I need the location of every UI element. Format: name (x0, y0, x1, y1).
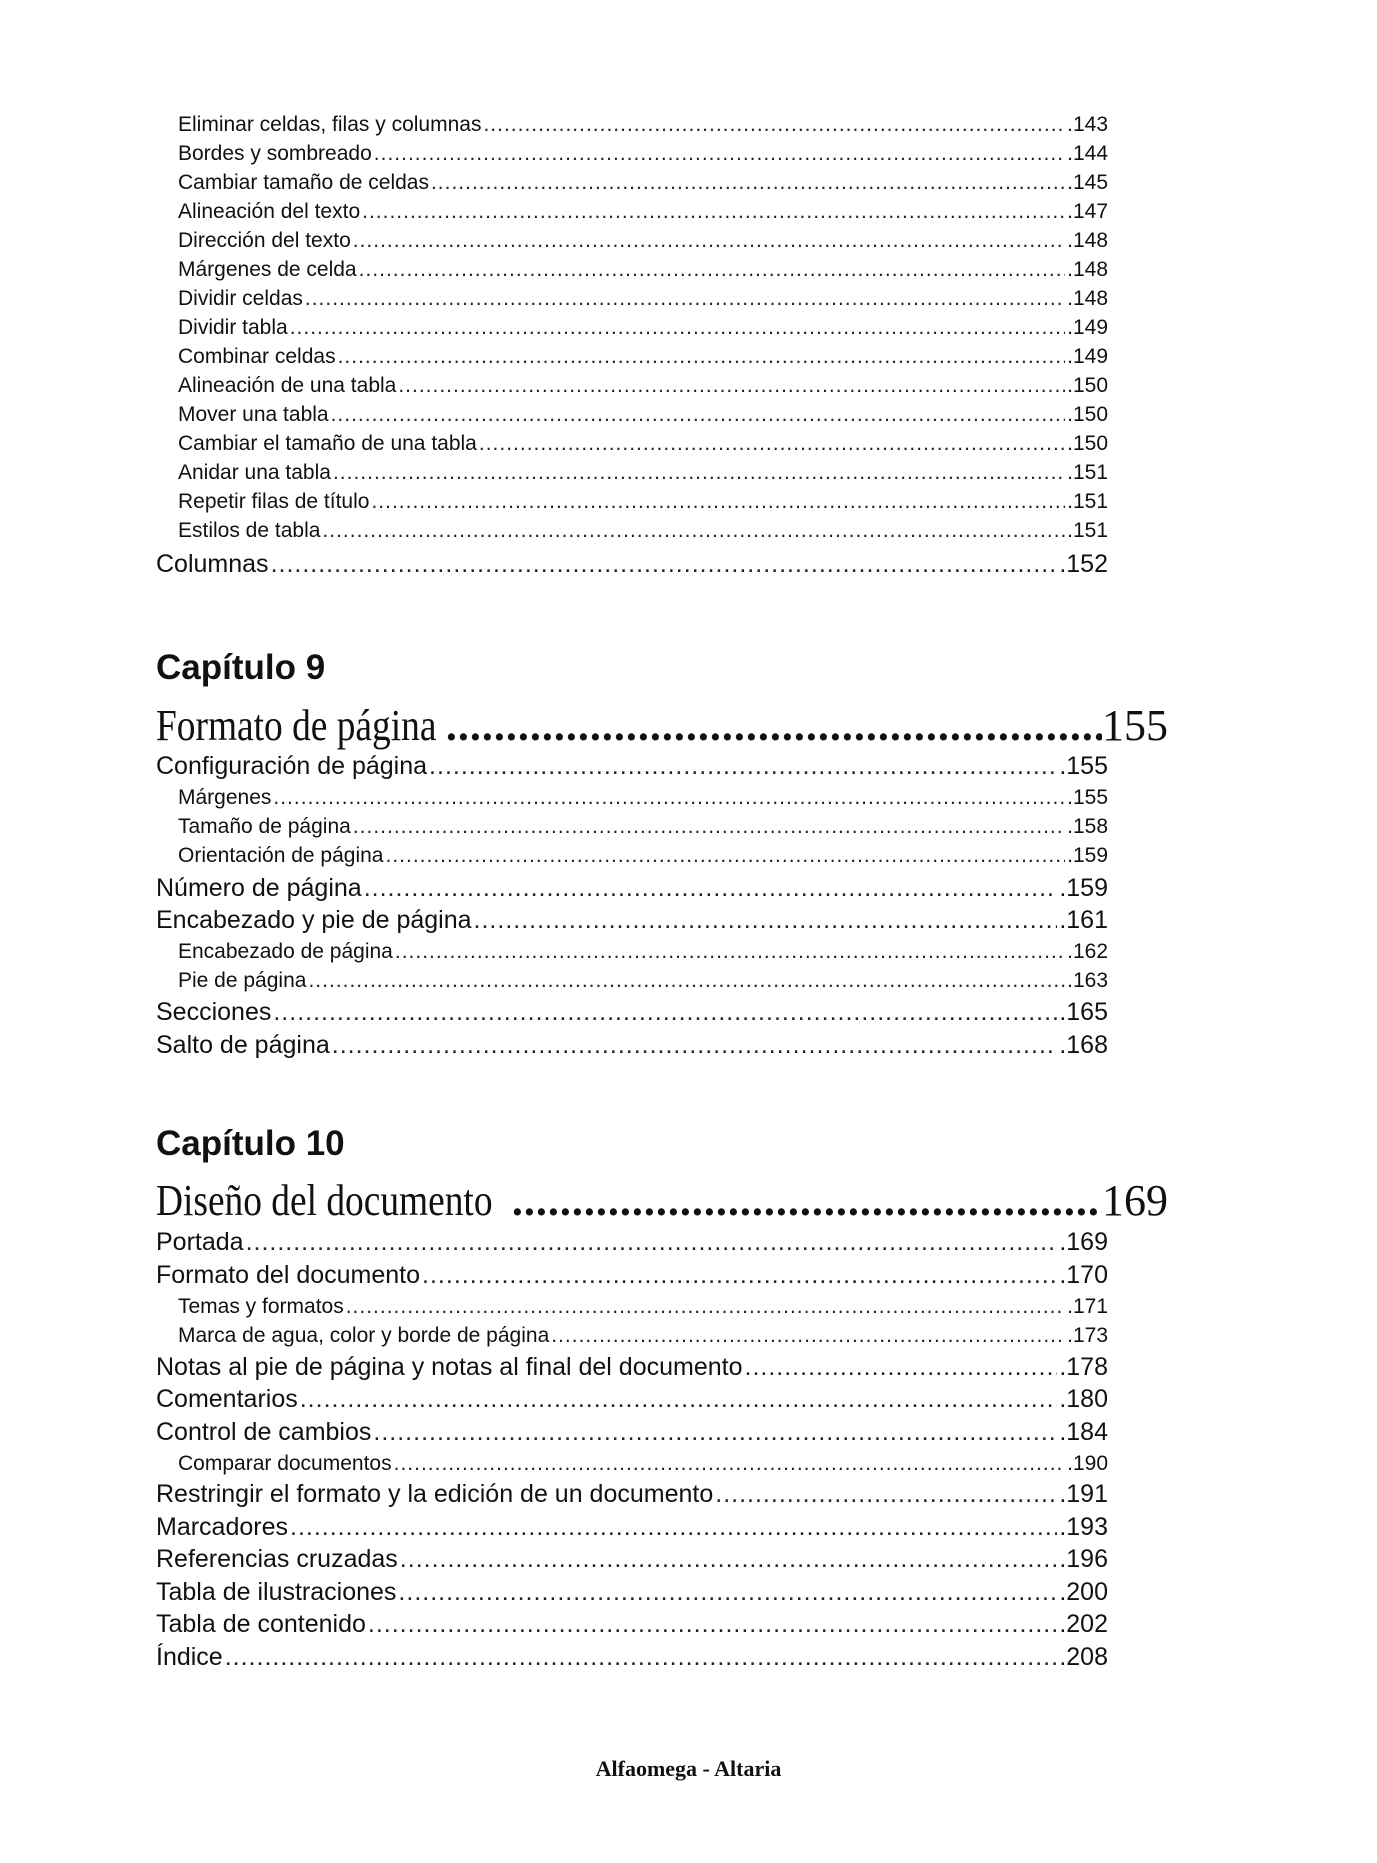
toc-entry (178, 815, 1108, 839)
toc-entry-title: Índice (156, 1643, 223, 1671)
leader-dots (474, 906, 1058, 935)
toc-entry-title: Dividir tabla (178, 316, 288, 339)
toc-entry (156, 1545, 1108, 1574)
toc-entry-title: Dirección del texto (178, 229, 351, 252)
toc-entry-title: Tamaño de página (178, 815, 351, 838)
chapter-title-text: Formato de página (156, 701, 437, 750)
leader-dots (308, 969, 1065, 993)
toc-entry (178, 258, 1108, 282)
leader-dots (331, 403, 1066, 427)
chapter-title-page: 155 (1102, 701, 1168, 750)
toc-entry-title: Formato del documento (156, 1261, 421, 1289)
chapter-title (156, 1175, 1168, 1226)
toc-entry-title: Anidar una tabla (178, 461, 331, 484)
toc-entry-page: .151 (1067, 461, 1108, 484)
toc-entry (178, 345, 1108, 369)
toc-entry-title: Marcadores (156, 1513, 288, 1541)
toc-entry-page: .180 (1059, 1385, 1108, 1413)
toc-entry (178, 786, 1108, 810)
toc-entry-page: .184 (1059, 1418, 1108, 1446)
toc-entry (178, 171, 1108, 195)
chapter-label: Capítulo 10 (156, 1124, 345, 1163)
toc-entry-page: .200 (1059, 1578, 1108, 1606)
toc-entry (156, 1610, 1108, 1639)
toc-entry-page: .196 (1059, 1545, 1108, 1573)
toc-entry-title: Encabezado de página (178, 940, 393, 963)
toc-entry-title: Control de cambios (156, 1418, 372, 1446)
leader-dots (273, 998, 1057, 1027)
page-footer: Alfaomega - Altaria (595, 1756, 782, 1781)
leader-dots (385, 844, 1065, 868)
toc-entry-title: Referencias cruzadas (156, 1545, 398, 1573)
toc-entry-page: .169 (1059, 1228, 1108, 1256)
leader-dots (359, 258, 1066, 282)
chapter-title-text: Diseño del documento (156, 1176, 493, 1225)
toc-entry-page: .148 (1067, 287, 1108, 310)
toc-entry-title: Tabla de ilustraciones (156, 1578, 397, 1606)
toc-entry (178, 316, 1108, 340)
toc-entry-page: .165 (1059, 998, 1108, 1026)
toc-entry-page: .202 (1059, 1610, 1108, 1638)
leader-dots (333, 461, 1065, 485)
toc-entry (156, 1031, 1108, 1060)
chapter-title (156, 700, 1168, 751)
toc-entry (178, 519, 1108, 543)
toc-entry-page: .162 (1067, 940, 1108, 963)
toc-entry-title: Mover una tabla (178, 403, 329, 426)
toc-entry-page: .151 (1067, 519, 1108, 542)
leader-dots (400, 1545, 1058, 1574)
toc-entry (178, 1324, 1108, 1348)
toc-entry-page: .173 (1067, 1324, 1108, 1347)
toc-entry-title: Encabezado y pie de página (156, 906, 472, 934)
toc-entry-title: Temas y formatos (178, 1295, 344, 1318)
toc-entry-page: .148 (1067, 229, 1108, 252)
toc-entry (178, 374, 1108, 398)
toc-entry-page: .168 (1059, 1031, 1108, 1059)
toc-entry-title: Estilos de tabla (178, 519, 321, 542)
toc-entry-title: Salto de página (156, 1031, 330, 1059)
toc-entry-page: .155 (1059, 752, 1108, 780)
toc-entry-page: .190 (1067, 1452, 1108, 1475)
leader-dots (422, 1261, 1057, 1290)
toc-entry (178, 200, 1108, 224)
toc-entry-title: Orientación de página (178, 844, 384, 867)
toc-entry-title: Portada (156, 1228, 244, 1256)
toc-entry-title: Eliminar celdas, filas y columnas (178, 113, 482, 136)
toc-entry (156, 752, 1108, 781)
leader-dots (300, 1385, 1058, 1414)
leader-dots (338, 345, 1066, 369)
toc-entry (178, 1452, 1108, 1476)
toc-entry-page: .144 (1067, 142, 1108, 165)
toc-entry-page: .191 (1059, 1480, 1108, 1508)
leader-dots (353, 815, 1065, 839)
toc-entry (178, 287, 1108, 311)
toc-entry-title: Repetir filas de título (178, 490, 370, 513)
toc-entry-page: .155 (1067, 786, 1108, 809)
toc-entry-page: .159 (1059, 874, 1108, 902)
toc-entry (178, 403, 1108, 427)
toc-entry-page: .150 (1067, 403, 1108, 426)
toc-entry (178, 142, 1108, 166)
toc-entry-title: Pie de página (178, 969, 307, 992)
toc-entry-title: Notas al pie de página y notas al final del documento (156, 1353, 743, 1381)
toc-entry-page: .158 (1067, 815, 1108, 838)
toc-entry (156, 874, 1108, 903)
leader-dots (322, 519, 1065, 543)
leader-dots (362, 200, 1065, 224)
toc-entry (178, 113, 1108, 137)
toc-entry (156, 1228, 1108, 1257)
leader-dots (353, 229, 1065, 253)
toc-entry-page: .147 (1067, 200, 1108, 223)
chapter-label: Capítulo 9 (156, 648, 326, 687)
leader-dots (446, 700, 1102, 751)
toc-entry-page: .170 (1059, 1261, 1108, 1289)
toc-entry-page: .178 (1059, 1353, 1108, 1381)
leader-dots (479, 432, 1065, 456)
leader-dots (373, 1418, 1057, 1447)
toc-entry-title: Columnas (156, 550, 269, 578)
leader-dots (346, 1295, 1065, 1319)
toc-entry-page: .148 (1067, 258, 1108, 281)
leader-dots (745, 1353, 1058, 1382)
leader-dots (290, 316, 1065, 340)
toc-entry-page: .161 (1059, 906, 1108, 934)
toc-entry-title: Cambiar tamaño de celdas (178, 171, 429, 194)
toc-entry-title: Bordes y sombreado (178, 142, 372, 165)
toc-entry-page: .150 (1067, 432, 1108, 455)
leader-dots (273, 786, 1065, 810)
toc-entry-title: Cambiar el tamaño de una tabla (178, 432, 477, 455)
toc-entry-title: Alineación del texto (178, 200, 361, 223)
toc-entry-title: Alineación de una tabla (178, 374, 397, 397)
leader-dots (715, 1480, 1057, 1509)
toc-entry (178, 229, 1108, 253)
toc-entry-title: Márgenes (178, 786, 272, 809)
toc-entry-title: Marca de agua, color y borde de página (178, 1324, 550, 1347)
toc-entry-page: .159 (1067, 844, 1108, 867)
leader-dots (512, 1175, 1102, 1226)
toc-entry-page: .208 (1059, 1643, 1108, 1671)
leader-dots (431, 171, 1065, 195)
toc-entry-page: .151 (1067, 490, 1108, 513)
toc-entry (178, 1295, 1108, 1319)
toc-entry (156, 1578, 1108, 1607)
leader-dots (398, 374, 1065, 398)
leader-dots (374, 142, 1065, 166)
toc-entry-page: .163 (1067, 969, 1108, 992)
toc-entry (156, 550, 1108, 579)
toc-entry-page: .149 (1067, 345, 1108, 368)
toc-entry-page: .145 (1067, 171, 1108, 194)
toc-entry-title: Secciones (156, 998, 272, 1026)
leader-dots (271, 550, 1058, 579)
toc-entry-title: Número de página (156, 874, 362, 902)
leader-dots (290, 1513, 1057, 1542)
leader-dots (394, 1452, 1066, 1476)
toc-entry-title: Márgenes de celda (178, 258, 357, 281)
toc-entry (156, 1261, 1108, 1290)
toc-entry-page: .193 (1059, 1513, 1108, 1541)
toc-entry (178, 490, 1108, 514)
toc-entry-title: Configuración de página (156, 752, 428, 780)
leader-dots (246, 1228, 1058, 1257)
toc-entry-page: .171 (1067, 1295, 1108, 1318)
toc-entry-title: Dividir celdas (178, 287, 303, 310)
leader-dots (483, 113, 1065, 137)
toc-entry (178, 432, 1108, 456)
leader-dots (429, 752, 1057, 781)
toc-entry (178, 844, 1108, 868)
toc-entry-page: .149 (1067, 316, 1108, 339)
toc-entry (156, 1643, 1108, 1672)
toc-entry (156, 1513, 1108, 1542)
toc-entry-page: .150 (1067, 374, 1108, 397)
toc-entry-title: Comparar documentos (178, 1452, 392, 1475)
leader-dots (395, 940, 1065, 964)
leader-dots (371, 490, 1065, 514)
leader-dots (368, 1610, 1057, 1639)
leader-dots (225, 1643, 1058, 1672)
toc-entry-page: .152 (1059, 550, 1108, 578)
toc-entry (156, 1418, 1108, 1447)
toc-entry-title: Tabla de contenido (156, 1610, 366, 1638)
toc-entry-title: Combinar celdas (178, 345, 336, 368)
leader-dots (364, 874, 1058, 903)
chapter-title-page: 169 (1102, 1176, 1168, 1225)
toc-entry (156, 906, 1108, 935)
leader-dots (332, 1031, 1058, 1060)
toc-entry (156, 1480, 1108, 1509)
leader-dots (398, 1578, 1057, 1607)
toc-entry (156, 1353, 1108, 1382)
toc-entry-title: Restringir el formato y la edición de un documento (156, 1480, 714, 1508)
toc-entry (156, 998, 1108, 1027)
toc-entry (178, 969, 1108, 993)
leader-dots (305, 287, 1065, 311)
toc-entry (156, 1385, 1108, 1414)
toc-entry (178, 940, 1108, 964)
toc-entry (178, 461, 1108, 485)
toc-entry-page: .143 (1067, 113, 1108, 136)
leader-dots (551, 1324, 1065, 1348)
toc-entry-title: Comentarios (156, 1385, 298, 1413)
